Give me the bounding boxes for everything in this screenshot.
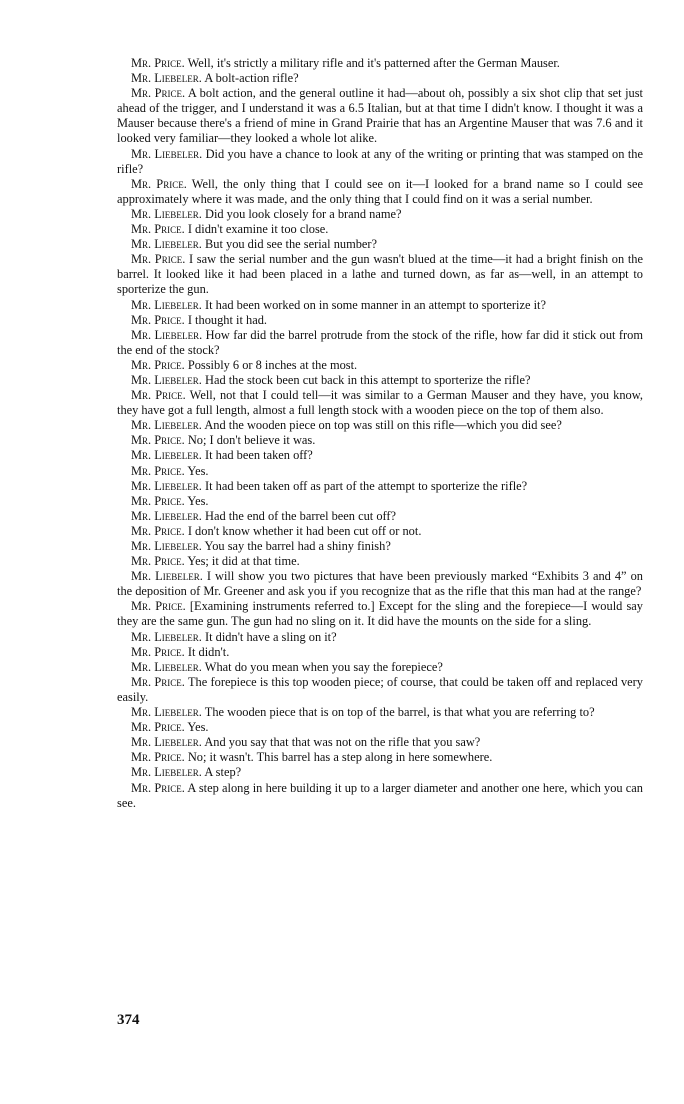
speaker-label: Mr. Price. (131, 674, 185, 689)
speaker-label: Mr. Price. (131, 56, 185, 70)
page-number: 374 (117, 1012, 140, 1028)
speech-text: I saw the serial number and the gun wasn't blued at the time—it had a bright finish on the barrel. It looked like it had been placed in a lathe and turned down, as far as—well, in an attempt to sporterize the gun. (117, 252, 643, 297)
transcript-paragraph (117, 554, 643, 569)
speech-text: It had been taken off? (205, 448, 313, 463)
speech-text: Yes. (187, 463, 209, 478)
speaker-label: Mr. Liebeler. (131, 478, 202, 493)
speaker-label: Mr. Price. (131, 312, 185, 327)
speaker-label: Mr. Liebeler. (131, 705, 202, 720)
speech-text: Had the stock been cut back in this attempt to sporterize the rifle? (205, 372, 531, 387)
transcript-paragraph (117, 479, 643, 494)
transcript-paragraph (117, 328, 643, 358)
transcript-paragraph (117, 765, 643, 780)
transcript-body (117, 56, 643, 811)
speech-text: I will show you two pictures that have been previously marked “Exhibits 3 and 4” on the deposition of Mr. Greener and ask you if you recognize that as the rifle that this man had at the range? (117, 569, 643, 599)
speaker-label: Mr. Price. (131, 252, 186, 267)
transcript-paragraph (117, 252, 643, 297)
speaker-label: Mr. Price. (131, 750, 185, 765)
transcript-paragraph (117, 373, 643, 388)
transcript-paragraph (117, 781, 643, 811)
speech-text: Yes. (187, 720, 209, 735)
speech-text: [Examining instruments referred to.] Except for the sling and the forepiece—I would say they are the same gun. The gun had no sling on it. It did have the mounts on the side for a sling. (117, 599, 643, 629)
speaker-label: Mr. Price. (131, 388, 186, 403)
transcript-paragraph (117, 418, 643, 433)
speaker-label: Mr. Price. (131, 599, 186, 614)
speaker-label: Mr. Price. (131, 86, 186, 101)
speaker-label: Mr. Liebeler. (131, 508, 202, 523)
speech-text: You say the barrel had a shiny finish? (204, 539, 391, 553)
transcript-paragraph (117, 207, 643, 222)
speech-text: And you say that that was not on the rifle that you saw? (204, 735, 481, 750)
speech-text: I didn't examine it too close. (187, 222, 329, 237)
speech-text: How far did the barrel protrude from the stock of the rifle, how far did it stick out from the end of the stock? (117, 327, 643, 357)
speech-text: The forepiece is this top wooden piece; of course, that could be taken off and replaced very easily. (117, 674, 643, 704)
transcript-paragraph (117, 539, 643, 554)
transcript-paragraph (117, 494, 643, 509)
speaker-label: Mr. Price. (131, 523, 185, 538)
speaker-label: Mr. Liebeler. (131, 146, 203, 161)
speech-text: It didn't have a sling on it? (205, 629, 337, 644)
speech-text: But you did see the serial number? (205, 237, 378, 252)
speaker-label: Mr. Liebeler. (131, 237, 202, 252)
speaker-label: Mr. Liebeler. (131, 206, 202, 221)
transcript-paragraph (117, 448, 643, 463)
transcript-paragraph (117, 660, 643, 675)
transcript-paragraph (117, 720, 643, 735)
transcript-paragraph (117, 509, 643, 524)
speech-text: The wooden piece that is on top of the barrel, is that what you are referring to? (204, 705, 595, 720)
transcript-paragraph (117, 86, 643, 146)
speech-text: A bolt-action rifle? (204, 71, 299, 86)
speech-text: Yes; it did at that time. (187, 554, 300, 569)
speech-text: And the wooden piece on top was still on this rifle—which you did see? (204, 418, 562, 433)
speaker-label: Mr. Price. (131, 176, 187, 191)
speaker-label: Mr. Liebeler. (131, 659, 202, 674)
speaker-label: Mr. Price. (131, 463, 185, 478)
speech-text: It didn't. (187, 644, 230, 659)
transcript-paragraph (117, 56, 643, 71)
transcript-paragraph (117, 599, 643, 629)
speaker-label: Mr. Liebeler. (131, 448, 202, 463)
speech-text: Well, the only thing that I could see on it—I looked for a brand name so I could see approximately where it was made, and the only thing that I could find on it was a serial number. (117, 176, 643, 206)
speaker-label: Mr. Liebeler. (131, 372, 202, 387)
speaker-label: Mr. Liebeler. (131, 629, 202, 644)
transcript-paragraph (117, 675, 643, 705)
transcript-paragraph (117, 524, 643, 539)
transcript-paragraph (117, 222, 643, 237)
transcript-paragraph (117, 298, 643, 313)
speech-text: A step? (204, 765, 242, 780)
speech-text: A step along in here building it up to a larger diameter and another one here, which you can see. (117, 780, 643, 810)
speech-text: It had been taken off as part of the attempt to sporterize the rifle? (205, 478, 528, 493)
speaker-label: Mr. Liebeler. (131, 765, 202, 780)
transcript-paragraph (117, 464, 643, 479)
transcript-paragraph (117, 177, 643, 207)
speaker-label: Mr. Liebeler. (131, 418, 202, 433)
speech-text: What do you mean when you say the forepiece? (204, 659, 443, 674)
speech-text: Possibly 6 or 8 inches at the most. (187, 357, 358, 372)
speech-text: A bolt action, and the general outline it had—about oh, possibly a six shot clip that set just ahead of the trigger, and I understand it was a 6.5 Italian, but at that time I didn't know. I thought it was a Mauser because there's a friend of mine in Grand Prairie that has an Argentine Mauser that was 7.6 and it looked very familiar—they looked a whole lot alike. (117, 86, 643, 146)
transcript-paragraph (117, 630, 643, 645)
transcript-paragraph (117, 358, 643, 373)
speaker-label: Mr. Liebeler. (131, 569, 203, 584)
speech-text: Yes. (187, 493, 209, 508)
speaker-label: Mr. Price. (131, 222, 185, 237)
speaker-label: Mr. Price. (131, 554, 185, 569)
transcript-paragraph (117, 705, 643, 720)
speech-text: I thought it had. (187, 312, 267, 327)
speech-text: Well, it's strictly a military rifle and it's patterned after the German Mauser. (187, 56, 560, 70)
speaker-label: Mr. Price. (131, 493, 185, 508)
speech-text: No; I don't believe it was. (187, 433, 316, 448)
transcript-paragraph (117, 147, 643, 177)
speech-text: Well, not that I could tell—it was similar to a German Mauser and they have, you know, they have got a full length, almost a full length stock with a wooden piece on the top of them also. (117, 388, 643, 418)
speaker-label: Mr. Liebeler. (131, 327, 203, 342)
speaker-label: Mr. Price. (131, 720, 185, 735)
transcript-paragraph (117, 313, 643, 328)
speech-text: I don't know whether it had been cut off or not. (187, 523, 422, 538)
transcript-paragraph (117, 735, 643, 750)
speaker-label: Mr. Price. (131, 644, 185, 659)
speech-text: No; it wasn't. This barrel has a step along in here somewhere. (187, 750, 493, 765)
speaker-label: Mr. Liebeler. (131, 735, 202, 750)
transcript-paragraph (117, 645, 643, 660)
speaker-label: Mr. Price. (131, 357, 185, 372)
speaker-label: Mr. Liebeler. (131, 71, 202, 86)
transcript-paragraph (117, 237, 643, 252)
transcript-paragraph (117, 388, 643, 418)
transcript-paragraph (117, 71, 643, 86)
transcript-paragraph (117, 569, 643, 599)
transcript-paragraph (117, 750, 643, 765)
speech-text: Did you have a chance to look at any of the writing or printing that was stamped on the rifle? (117, 146, 643, 176)
speaker-label: Mr. Price. (131, 780, 185, 795)
transcript-paragraph (117, 433, 643, 448)
speaker-label: Mr. Price. (131, 433, 185, 448)
speaker-label: Mr. Liebeler. (131, 539, 202, 553)
speaker-label: Mr. Liebeler. (131, 297, 202, 312)
speech-text: It had been worked on in some manner in an attempt to sporterize it? (205, 297, 546, 312)
speech-text: Did you look closely for a brand name? (205, 206, 402, 221)
speech-text: Had the end of the barrel been cut off? (205, 508, 397, 523)
